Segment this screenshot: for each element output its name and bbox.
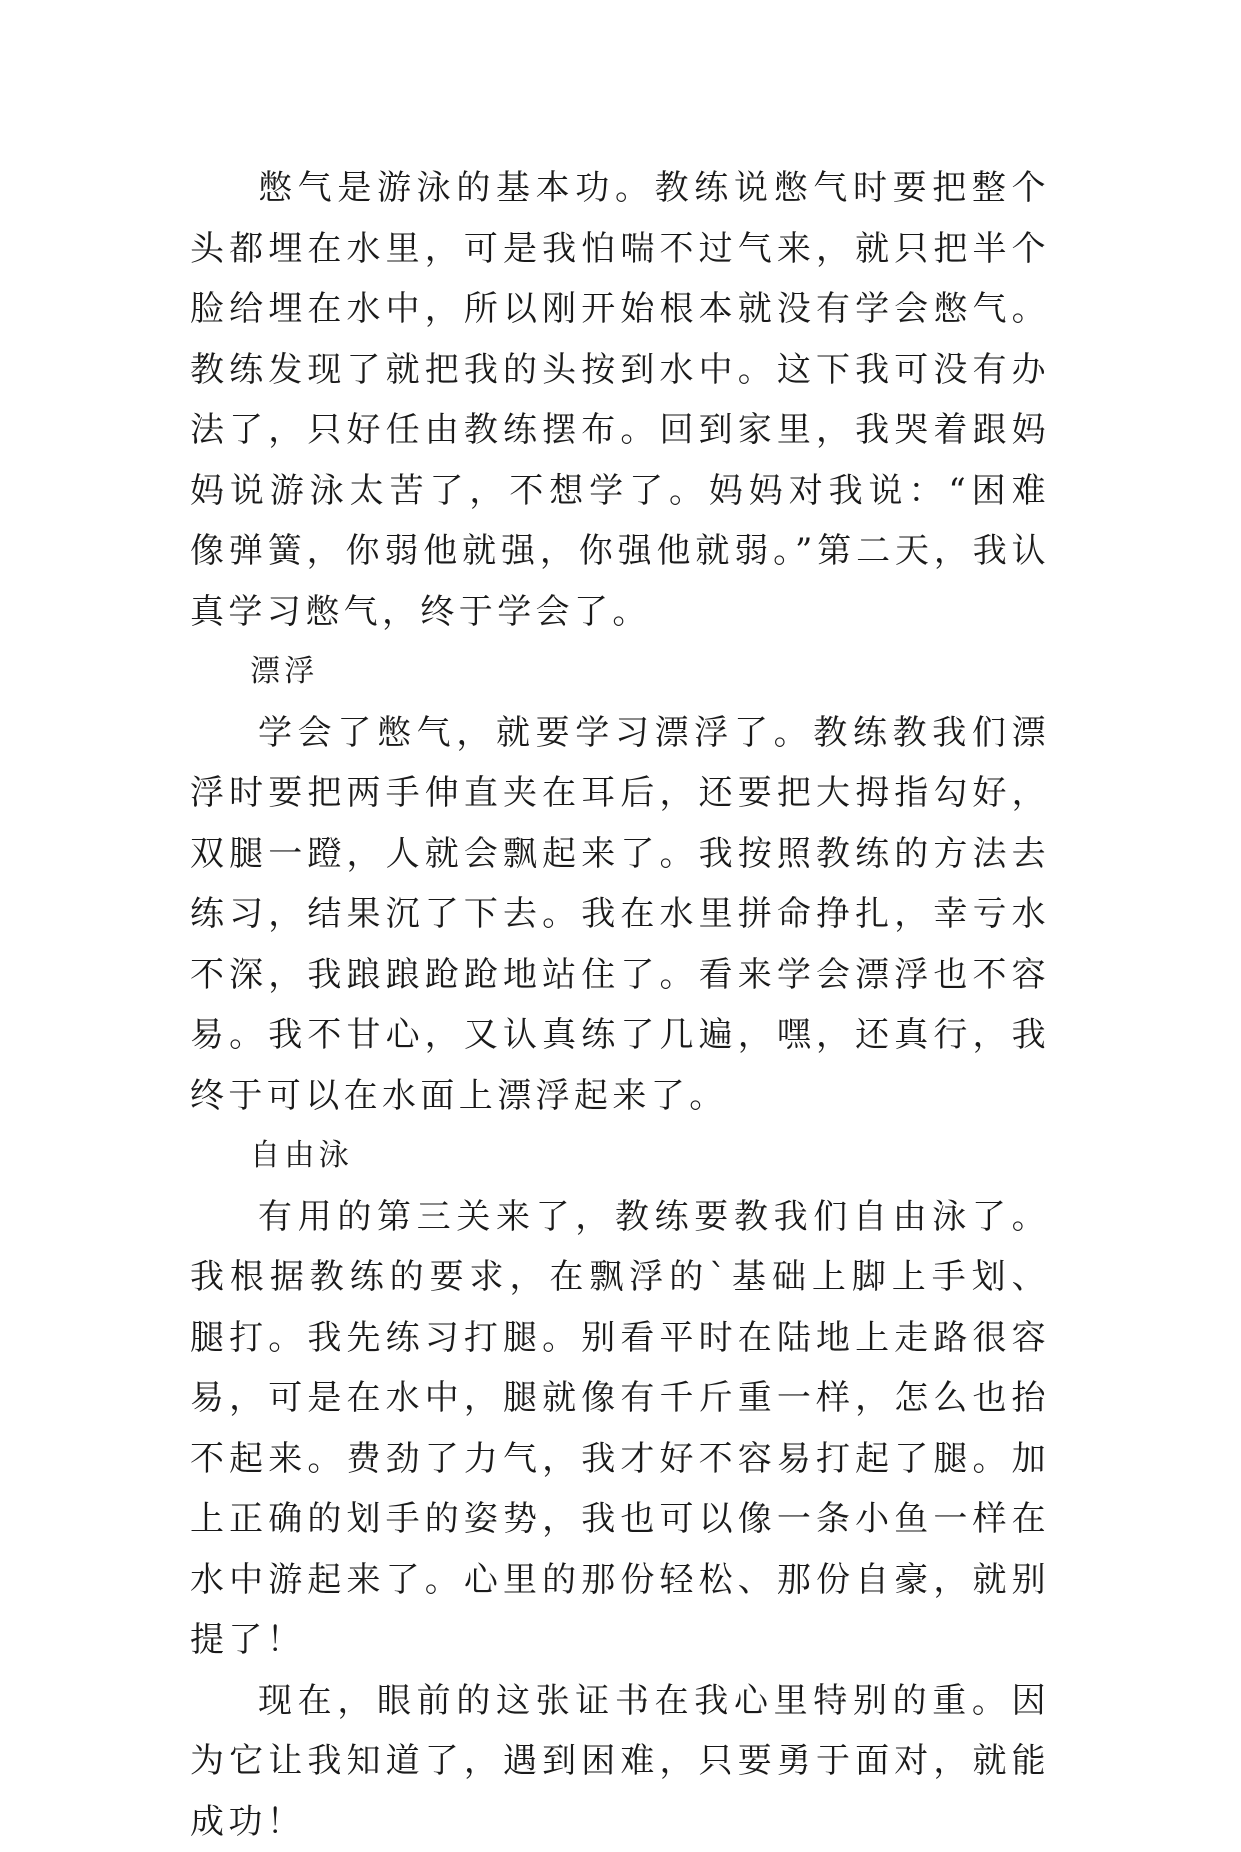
paragraph-floating: 学会了憋气，就要学习漂浮了。教练教我们漂浮时要把两手伸直夹在耳后，还要把大拇指勾好，双腿一蹬，人就会飘起来了。我按照教练的方法去练习，结果沉了下去。我在水里拼命挣扎，幸亏水不深，我踉踉跄跄地站住了。看来学会漂浮也不容易。我不甘心，又认真练了几遍，嘿，还真行，我终于可以在水面上漂浮起来了。 bbox=[190, 703, 1050, 1127]
paragraph-holding-breath: 憋气是游泳的基本功。教练说憋气时要把整个头都埋在水里，可是我怕喘不过气来，就只把半个脸给埋在水中，所以刚开始根本就没有学会憋气。教练发现了就把我的头按到水中。这下我可没有办法了，只好任由教练摆布。回到家里，我哭着跟妈妈说游泳太苦了，不想学了。妈妈对我说：“困难像弹簧，你弱他就强，你强他就弱。”第二天，我认真学习憋气，终于学会了。 bbox=[190, 158, 1050, 642]
paragraph-conclusion: 现在，眼前的这张证书在我心里特别的重。因为它让我知道了，遇到困难，只要勇于面对，就能成功！ bbox=[190, 1671, 1050, 1852]
paragraph-freestyle: 有用的第三关来了，教练要教我们自由泳了。我根据教练的要求，在飘浮的`基础上脚上手划、腿打。我先练习打腿。别看平时在陆地上走路很容易，可是在水中，腿就像有千斤重一样，怎么也抬不起来。费劲了力气，我才好不容易打起了腿。加上正确的划手的姿势，我也可以像一条小鱼一样在水中游起来了。心里的那份轻松、那份自豪，就别提了！ bbox=[190, 1187, 1050, 1671]
section-heading-floating: 漂浮 bbox=[190, 642, 1050, 703]
document-body bbox=[190, 158, 1050, 1852]
section-heading-freestyle: 自由泳 bbox=[190, 1126, 1050, 1187]
